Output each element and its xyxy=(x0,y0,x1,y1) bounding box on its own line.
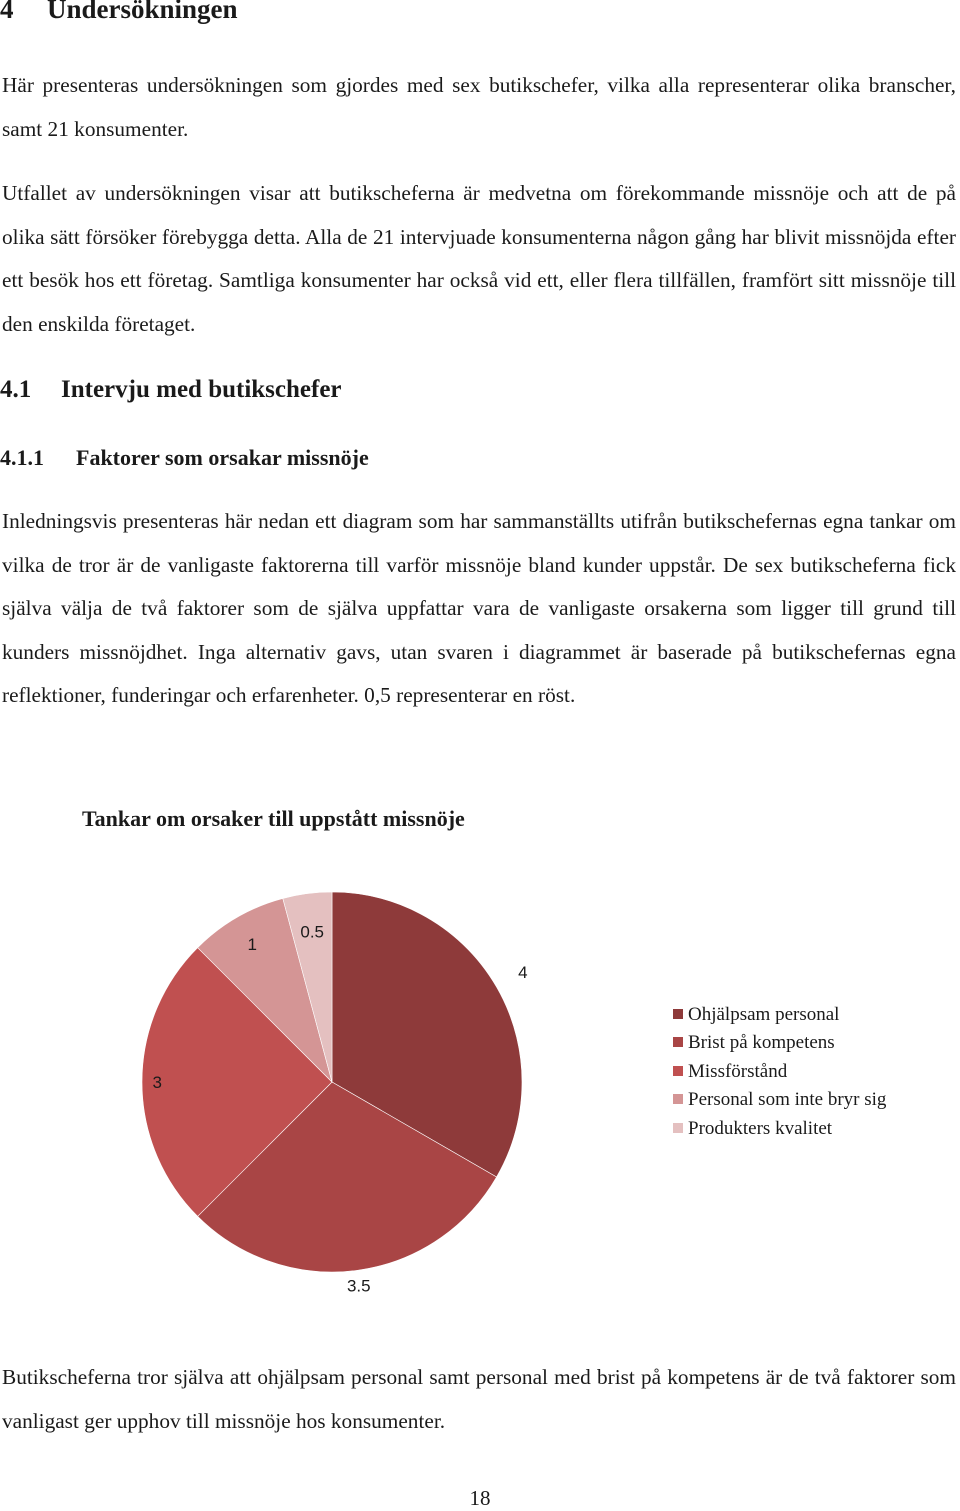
page-number: 18 xyxy=(469,1486,491,1510)
legend-item-2 xyxy=(673,1029,886,1057)
legend-swatch xyxy=(673,1066,683,1076)
section-number: 4 xyxy=(0,0,14,24)
intro-paragraph-2: Utfallet av undersökningen visar att butikscheferna är medvetna om förekommande missnöje och att de på olika sätt försöker förebygga detta. Alla de 21 intervjuade konsumenterna någon gång har blivit missnöjda efter ett besök hos ett företag. Samtliga konsumenter har också vid ett, eller flera tillfällen, framfört sitt missnöje till den enskilda företaget. xyxy=(2,181,956,336)
legend-swatch xyxy=(673,1094,683,1104)
subsection-number: 4.1 xyxy=(0,376,32,403)
subsubsection-number: 4.1.1 xyxy=(0,445,44,470)
chart-legend xyxy=(673,1001,886,1143)
legend-swatch xyxy=(673,1037,683,1047)
subsection-title: Intervju med butikschefer xyxy=(61,376,342,403)
subsubsection-heading xyxy=(0,445,369,471)
subsection-heading xyxy=(0,376,342,404)
legend-item-4 xyxy=(673,1086,886,1114)
legend-label: Produkters kvalitet xyxy=(688,1117,833,1139)
pie-value-label-1: 4 xyxy=(518,962,528,982)
pie-value-label-3: 3 xyxy=(152,1073,162,1092)
factors-paragraph: Inledningsvis presenteras här nedan ett diagram som har sammanställts utifrån butikschefernas egna tankar om vilka de tror är de vanligaste faktorerna till varför missnöje bland kunder uppstår. De sex butikscheferna fick själva välja de två faktorer som de själva uppfattar vara de vanligaste orsakerna som ligger till grund till kunders missnöjdhet. Inga alternativ gavs, utan svaren i diagrammet är baserade på butikschefernas egna reflektioner, funderingar och erfarenheter. 0,5 representerar en röst. xyxy=(2,509,956,708)
subsubsection-title: Faktorer som orsakar missnöje xyxy=(76,445,369,470)
legend-label: Brist på kompetens xyxy=(688,1032,835,1054)
intro-paragraph-1: Här presenteras undersökningen som gjordes med sex butikschefer, vilka alla representerar olika branscher, samt 21 konsumenter. xyxy=(2,73,956,141)
legend-label: Missförstånd xyxy=(688,1060,788,1082)
chart-title: Tankar om orsaker till uppstått missnöje xyxy=(82,806,465,831)
pie-value-label-2: 3.5 xyxy=(346,1276,371,1296)
section-heading xyxy=(0,0,238,25)
legend-item-3 xyxy=(673,1058,886,1086)
section-title: Undersökningen xyxy=(47,0,238,24)
legend-swatch xyxy=(673,1123,683,1133)
legend-swatch xyxy=(673,1009,683,1019)
legend-label: Personal som inte bryr sig xyxy=(688,1089,887,1111)
legend-item-1 xyxy=(673,1001,886,1029)
pie-value-label-4: 1 xyxy=(247,934,257,954)
pie-value-label-5: 0.5 xyxy=(300,922,325,942)
legend-item-5 xyxy=(673,1115,886,1143)
legend-label: Ohjälpsam personal xyxy=(688,1004,840,1025)
conclusion-paragraph: Butikscheferna tror själva att ohjälpsam personal samt personal med brist på kompetens är de två faktorer som vanligast ger upphov till missnöje hos konsumenter. xyxy=(2,1365,956,1433)
